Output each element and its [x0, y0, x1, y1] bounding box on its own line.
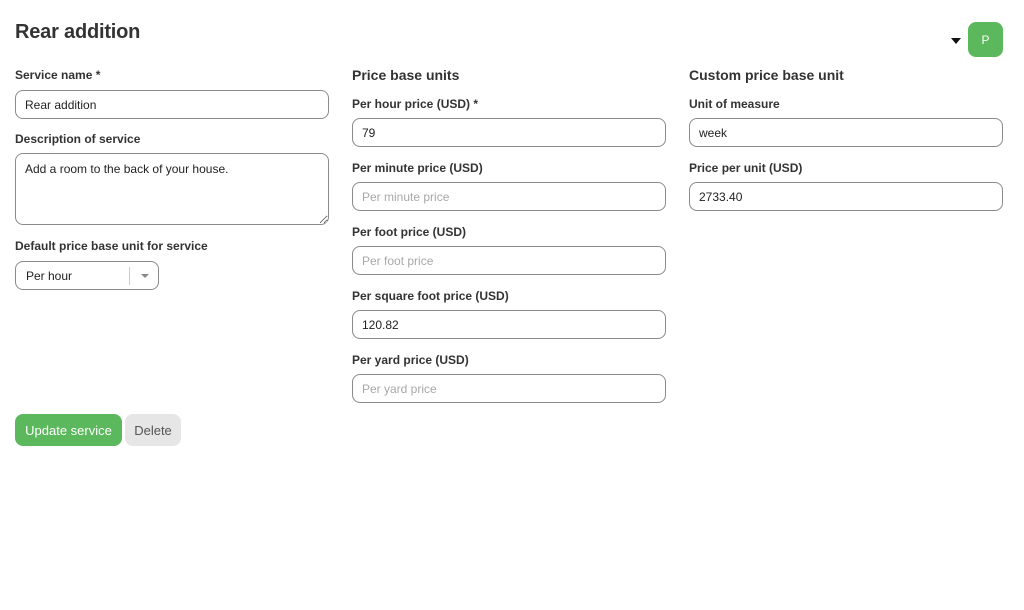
service-name-label: Service name *	[15, 68, 101, 82]
per-square-foot-label: Per square foot price (USD)	[352, 289, 509, 303]
price-per-unit-label: Price per unit (USD)	[689, 161, 803, 175]
user-menu	[948, 22, 1004, 57]
per-hour-label: Per hour price (USD) *	[352, 97, 479, 111]
service-name-input[interactable]	[15, 90, 329, 119]
unit-of-measure-input[interactable]	[689, 118, 1003, 147]
per-hour-input[interactable]	[352, 118, 666, 147]
custom-unit-heading: Custom price base unit	[689, 67, 844, 83]
chevron-down-icon	[141, 274, 149, 278]
per-foot-label: Per foot price (USD)	[352, 225, 467, 239]
price-base-units-heading: Price base units	[352, 67, 460, 83]
default-unit-label: Default price base unit for service	[15, 239, 208, 253]
user-avatar-button[interactable]: P	[968, 22, 1003, 57]
per-square-foot-input[interactable]	[352, 310, 666, 339]
description-textarea[interactable]	[15, 153, 329, 225]
per-foot-input[interactable]	[352, 246, 666, 275]
per-minute-input[interactable]	[352, 182, 666, 211]
description-label: Description of service	[15, 132, 141, 146]
price-per-unit-input[interactable]	[689, 182, 1003, 211]
default-unit-select[interactable]	[15, 261, 159, 290]
update-service-button[interactable]: Update service	[15, 414, 122, 446]
per-yard-label: Per yard price (USD)	[352, 353, 469, 367]
caret-down-icon[interactable]	[951, 38, 961, 44]
select-separator	[129, 267, 130, 285]
delete-button[interactable]: Delete	[125, 414, 181, 446]
per-minute-label: Per minute price (USD)	[352, 161, 483, 175]
unit-of-measure-label: Unit of measure	[689, 97, 780, 111]
default-unit-selected-value: Per hour	[26, 269, 73, 283]
page-title: Rear addition	[15, 21, 141, 43]
per-yard-input[interactable]	[352, 374, 666, 403]
